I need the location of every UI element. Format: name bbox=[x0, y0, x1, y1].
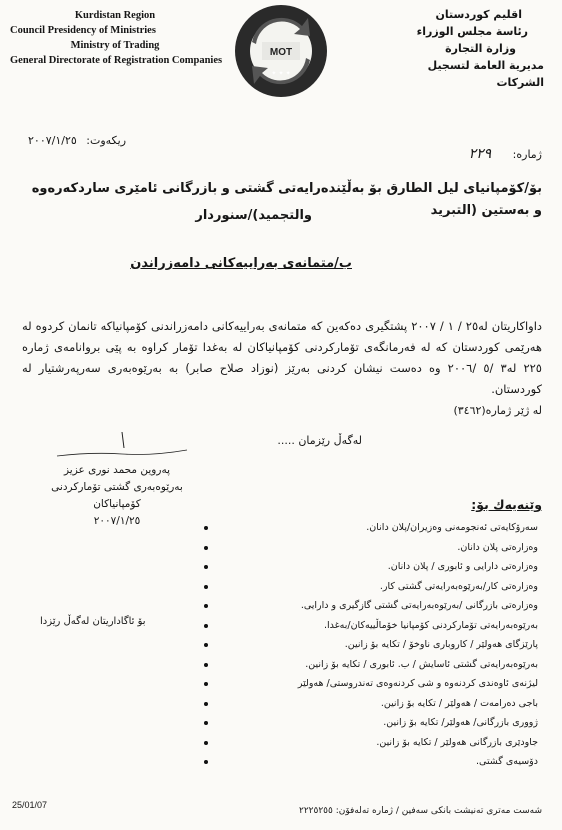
number-value: ٢٢٩ bbox=[468, 146, 492, 162]
list-item: وەزارەتی پلان دانان. bbox=[218, 538, 538, 558]
list-item: پارێزگای هەولێر / كاروباری ناوخۆ / تكایە بۆ زانین. bbox=[218, 635, 538, 655]
header-en-line-2: Council Presidency of Ministries bbox=[10, 25, 156, 36]
cc-title: وێنەیەك بۆ: bbox=[471, 497, 542, 512]
signature-scribble bbox=[52, 426, 192, 466]
signatory-title: بەرێوەبەری گشتی تۆماركردنی bbox=[51, 481, 183, 493]
footer-address: شەست مەتری تەنیشت بانكی سەفین / ژمارە تەلەفۆن: ٢٢٢٥٢٥٥ bbox=[298, 806, 542, 816]
list-item: وەزارەتی دارایی و ئابوری / پلان دانان. bbox=[218, 557, 538, 577]
reference-date bbox=[28, 134, 126, 147]
signatory-name: پەروین محمد نوری عزیز bbox=[63, 464, 170, 476]
signature-date: ٢٠٠٧/١/٢٥ bbox=[93, 515, 141, 527]
list-item: بەرێوەبەرایەتی گشتی ئاسایش / ب. ئابوری / تكایە بۆ زانین. bbox=[218, 655, 538, 675]
signatory-title-2: كۆمپانیاكان bbox=[93, 498, 141, 510]
ministry-logo bbox=[232, 2, 330, 100]
list-item: لیژنەی ئاوەندی كردنەوە و شی كردنەوەی تەندروستی/ هەولێر bbox=[218, 674, 538, 694]
header-ar-line-4: مديرية العامة لتسجيل الشركات bbox=[427, 59, 544, 89]
list-item: وەزارەتی بازرگانی /بەرێوەبەرایەتی گشتی گازگیری و دارایی. bbox=[218, 596, 538, 616]
header-en-line-1: Kurdistan Region bbox=[74, 10, 156, 21]
date-label: ریكەوت: bbox=[86, 134, 127, 147]
regards-line: لەگەڵ رێزمان ..... bbox=[277, 434, 362, 447]
header-ar-line-2: رئاسة مجلس الوزراء bbox=[416, 25, 528, 38]
date-value: ٢٠٠٧/١/٢٥ bbox=[28, 134, 77, 147]
list-item: جاودێری بازرگانی هەولێر / تكایە بۆ زانین. bbox=[218, 733, 538, 753]
list-item: وەزارەتی كار/بەرێوەبەرایەتی گشتی كار. bbox=[218, 577, 538, 597]
svg-text:✦ ✦ ✦: ✦ ✦ ✦ bbox=[271, 70, 291, 77]
addressee-line-2: والتجميد)/سنوردار bbox=[195, 208, 312, 223]
header-en-line-3: Ministry of Trading bbox=[70, 40, 160, 51]
list-item: بەرێوەبەرایەتی تۆماركردنی كۆمپانیا خۆماڵییەكان/بەغدا. bbox=[218, 616, 538, 636]
logo-text: MOT bbox=[269, 47, 293, 58]
body-paragraph: داواكاریتان لە٢٥ / ١ / ٢٠٠٧ پشتگیری دەكەین كە متمانەی بەراییەكانی دامەزراندنی كۆمپانیاكە تانمان كردوە لە هەرێمی كوردستان كە لە فەرمانگەی تۆماركردنی كۆمپانیاكان لە بەغدا تۆمار كراوە بە پێی بروانامەی ژمارە ٢٢٥ لە٣ /٥ /٢٠٠٦ وە دەست نیشان كردنی بەرێز (نوزاد صلاح صابر) بە بەرێوەبەری سەرپەرشتیار لە كوردستان. bbox=[22, 319, 543, 396]
cc-list bbox=[218, 518, 538, 772]
header-ar-line-1: اقليم كوردستان bbox=[435, 8, 522, 21]
header-en-line-4: General Directorate of Registration Companies bbox=[10, 55, 223, 66]
signature-note: بۆ ئاگاداریتان لەگەڵ رێزدا bbox=[40, 616, 146, 627]
subject-line: ب/متمانەی بەراییەكانی دامەزراندن bbox=[130, 256, 352, 271]
header-ar-line-3: وزارة التجارة bbox=[445, 42, 516, 55]
list-item: دۆسیەی گشتی. bbox=[218, 752, 538, 772]
reference-note: لە ژێر ژمارە(٣٤٦٢) bbox=[453, 404, 542, 417]
footer-date-stamp: 25/01/07 bbox=[12, 800, 48, 810]
signature-block bbox=[42, 462, 192, 530]
list-item: ژووری بازرگانی/ هەولێر/ تكایە بۆ زانین. bbox=[218, 713, 538, 733]
list-item: باجی دەرامەت / هەولێر / تكایە بۆ زانین. bbox=[218, 694, 538, 714]
addressee-line: بۆ/كۆمپانیای لیل الطارق بۆ بەڵێندەرایەتی گشتی و بازرگانی ئامێری ساردكەرەوە و بەستین (التبريد bbox=[31, 181, 542, 218]
list-item: سەرۆكایەتی ئەنجومەنی وەزیران/پلان دانان. bbox=[218, 518, 538, 538]
reference-number bbox=[469, 146, 542, 162]
header-arabic bbox=[379, 6, 544, 91]
header-english bbox=[10, 8, 223, 68]
number-label: ژماره: bbox=[512, 148, 542, 161]
